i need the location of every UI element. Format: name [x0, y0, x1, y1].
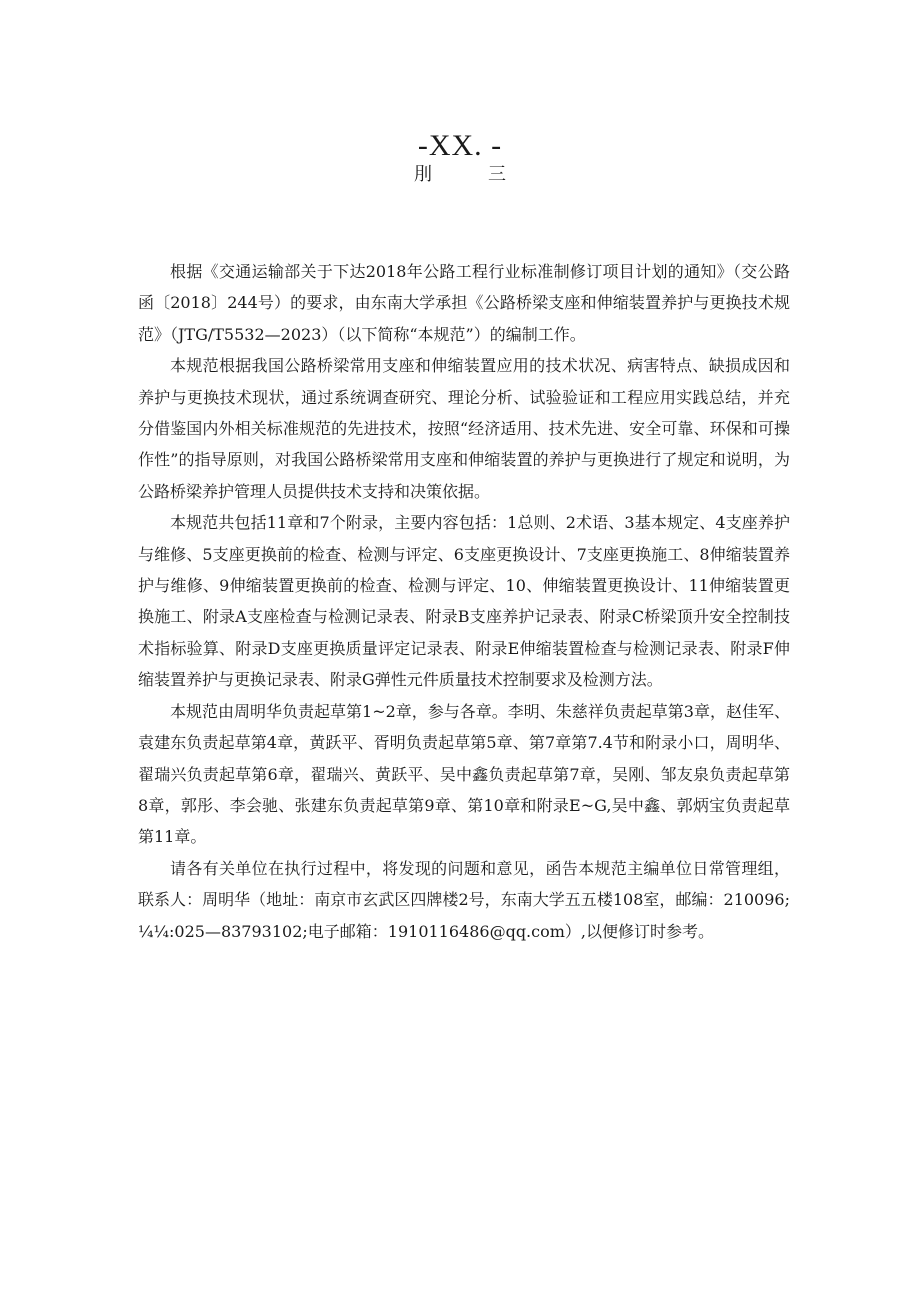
paragraph-3: 本规范共包括11章和7个附录，主要内容包括：1总则、2术语、3基本规定、4支座养护与维修、5支座更换前的检查、检测与评定、6支座更换设计、7支座更换施工、8伸缩装置养护与维修、9伸缩装置更换前的检查、检测与评定、10、伸缩装置更换设计、11伸缩装置更换施工、附录A支座检查与检测记录表、附录B支座养护记录表、附录C桥梁顶升安全控制技术指标验算、附录D支座更换质量评定记录表、附录E伸缩装置检查与检测记录表、附录F伸缩装置养护与更换记录表、附录G弹性元件质量技术控制要求及检测方法。 [138, 513, 790, 690]
paragraph-5: 请各有关单位在执行过程中，将发现的问题和意见，函告本规范主编单位日常管理组，联系人：周明华（地址：南京市玄武区四牌楼2号，东南大学五五楼108室，邮编：210096;¼¼:025—83793102;电子邮箱：1910116486@qq.com）,以便修订时参考。 [138, 858, 790, 941]
paragraph-2: 本规范根据我国公路桥梁常用支座和伸缩装置应用的技术状况、病害特点、缺损成因和养护与更换技术现状，通过系统调查研究、理论分析、试验验证和工程应用实践总结，并充分借鉴国内外相关标准规范的先进技术，按照“经济适用、技术先进、安全可靠、环保和可操作性”的指导原则，对我国公路桥梁常用支座和伸缩装置的养护与更换进行了规定和说明，为公路桥梁养护管理人员提供技术支持和决策依据。 [138, 356, 790, 501]
document-body [138, 256, 790, 947]
title-char-2: 三 [488, 164, 506, 185]
paragraph-1: 根据《交通运输部关于下达2018年公路工程行业标准制修订项目计划的通知》（交公路函〔2018〕244号）的要求，由东南大学承担《公路桥梁支座和伸缩装置养护与更换技术规范》（JTG/T5532—2023）（以下简称“本规范”）的编制工作。 [138, 262, 790, 344]
header-mark: -XX. - [417, 129, 503, 162]
title-char-1: 刖 [414, 164, 432, 185]
paragraph-4: 本规范由周明华负责起草第1~2章，参与各章。李明、朱慈祥负责起草第3章，赵佳军、袁建东负责起草第4章，黄跃平、胥明负责起草第5章、第7章第7.4节和附录小口，周明华、翟瑞兴负责起草第6章，翟瑞兴、黄跃平、吴中鑫负责起草第7章，吴刚、邹友泉负责起草第8章，郭彤、李会驰、张建东负责起草第9章、第10章和附录E~G,吴中鑫、郭炳宝负责起草第11章。 [138, 701, 790, 847]
page-title [0, 163, 920, 187]
